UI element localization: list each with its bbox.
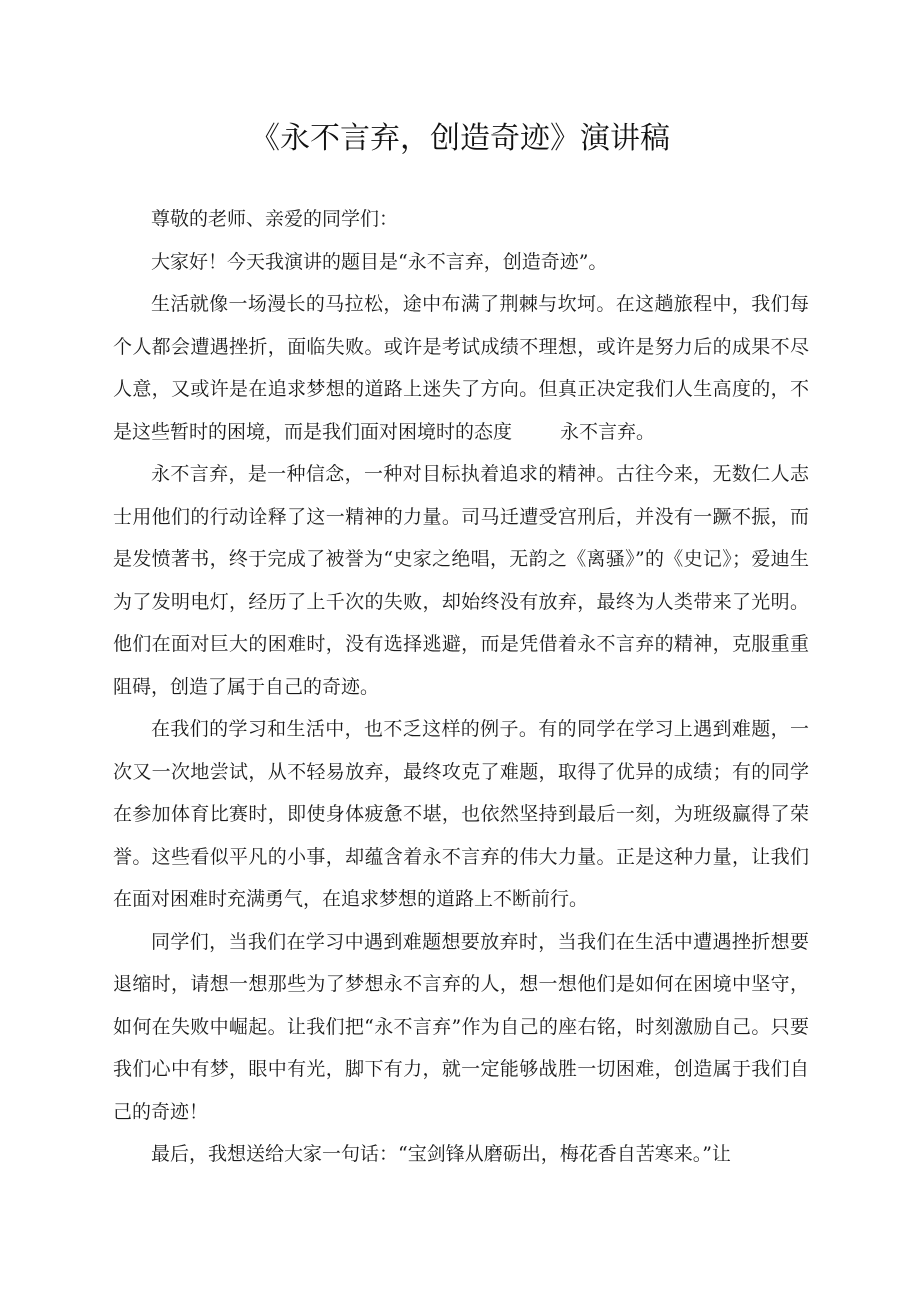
paragraph-examples: 在我们的学习和生活中，也不乏这样的例子。有的同学在学习上遇到难题，一次又一次地尝试，从不轻易放弃，最终攻克了难题，取得了优异的成绩；有的同学在参加体育比赛时，即使身体疲惫不堪，也依然坚持到最后一刻，为班级赢得了荣誉。这些看似平凡的小事，却蕴含着永不言弃的伟大力量。正是这种力量，让我们在面对困难时充满勇气，在追求梦想的道路上不断前行。 [113,718,809,910]
paragraph-life-marathon-text: 生活就像一场漫长的马拉松，途中布满了荆棘与坎坷。在这趟旅程中，我们每个人都会遭遇挫折，面临失败。或许是考试成绩不理想，或许是努力后的成果不尽人意，又或许是在追求梦想的道路上迷失了方向。但真正决定我们人生高度的，不是这些暂时的困境，而是我们面对困境时的态度 [113,293,809,443]
paragraph-call-to-action: 同学们，当我们在学习中遇到难题想要放弃时，当我们在生活中遭遇挫折想要退缩时，请想一想那些为了梦想永不言弃的人，想一想他们是如何在困境中坚守，如何在失败中崛起。让我们把“永不言弃”作为自己的座右铭，时刻激励自己。只要我们心中有梦，眼中有光，脚下有力，就一定能够战胜一切困难，创造属于我们自己的奇迹！ [113,930,809,1123]
greeting-paragraph: 尊敬的老师、亲爱的同学们： [151,208,399,230]
paragraph-life-marathon-ending: 永不言弃。 [560,420,656,443]
document-title: 《永不言弃，创造奇迹》演讲稿 [250,121,670,156]
intro-paragraph: 大家好！今天我演讲的题目是“永不言弃，创造奇迹”。 [151,250,608,273]
paragraph-life-marathon [113,283,809,453]
paragraph-belief: 永不言弃，是一种信念，一种对目标执着追求的精神。古往今来，无数仁人志士用他们的行动诠释了这一精神的力量。司马迁遭受宫刑后，并没有一蹶不振，而是发愤著书，终于完成了被誉为“史家之绝唱，无韵之《离骚》”的《史记》；爱迪生为了发明电灯，经历了上千次的失败，却始终没有放弃，最终为人类带来了光明。他们在面对巨大的困难时，没有选择逃避，而是凭借着永不言弃的精神，克服重重阻碍，创造了属于自己的奇迹。 [113,463,809,698]
document-body [113,198,809,1176]
paragraph-closing: 最后，我想送给大家一句话：“宝剑锋从磨砺出，梅花香自苦寒来。”让 [151,1143,731,1165]
